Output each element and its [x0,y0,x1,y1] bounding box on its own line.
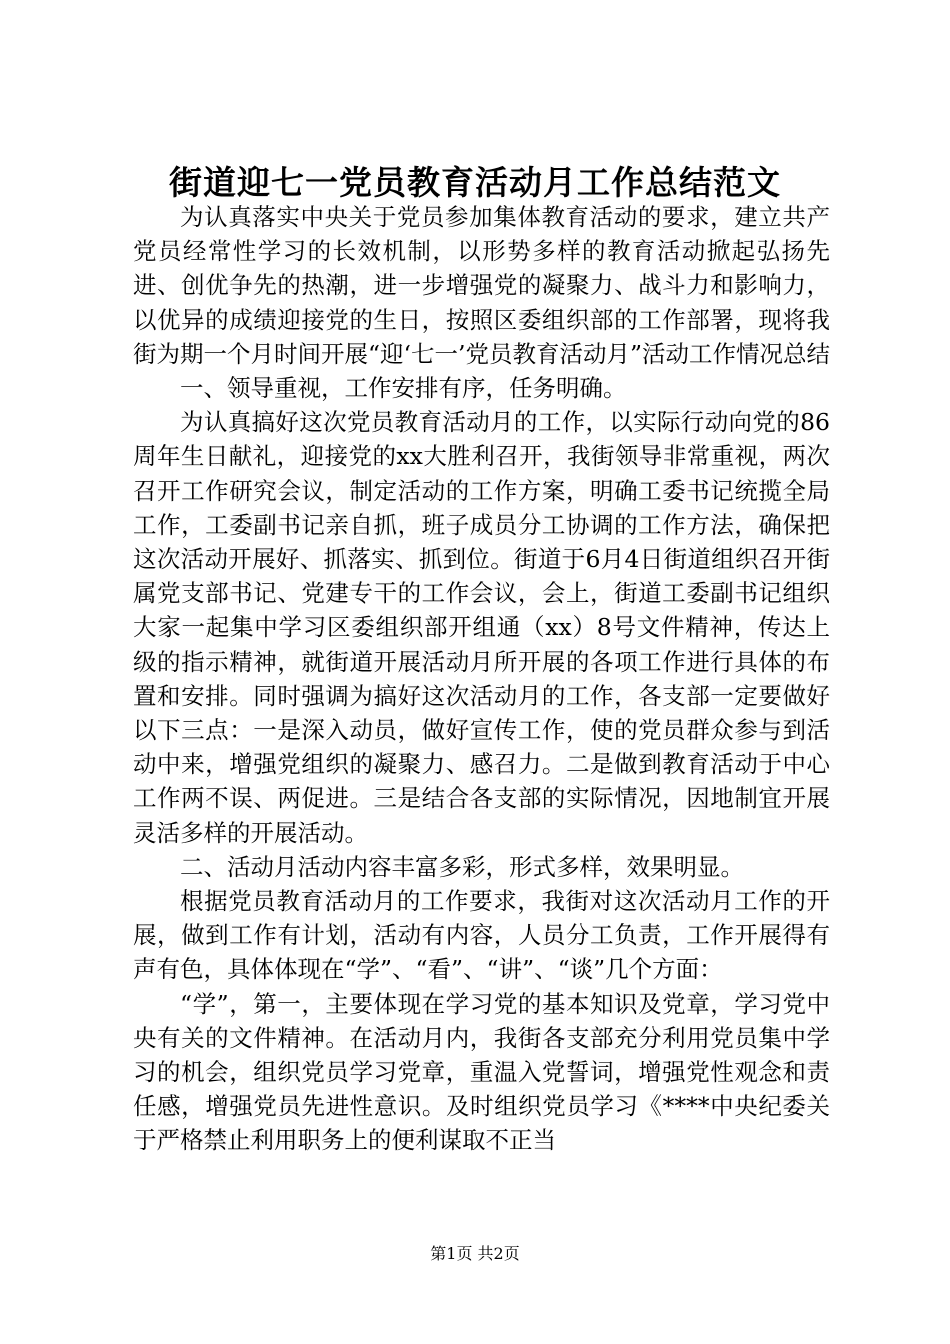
paragraph-section-2: 根据党员教育活动月的工作要求，我街对这次活动月工作的开展，做到工作有计划，活动有内容，人员分工负责，工作开展得有声有色，具体体现在“学”、“看”、“讲”、“谈”几个方面： [133,887,830,984]
page-number-footer: 第1页 共2页 [430,1244,520,1263]
document-body [133,200,830,1158]
document-title: 街道迎七一党员教育活动月工作总结范文 [169,163,781,202]
paragraph-study: “学”，第一，主要体现在学习党的基本知识及党章，学习党中央有关的文件精神。在活动月内，我街各支部充分利用党员集中学习的机会，组织党员学习党章，重温入党誓词，增强党性观念和责任感，增强党员先进性意识。及时组织党员学习《****中央纪委关于严格禁止利用职务上的便利谋取不正当 [133,989,830,1155]
section-heading-1: 一、领导重视，工作安排有序，任务明确。 [180,374,627,403]
section-heading-2: 二、活动月活动内容丰富多彩，形式多样，效果明显。 [180,852,744,881]
paragraph-intro: 为认真落实中央关于党员参加集体教育活动的要求，建立共产党员经常性学习的长效机制，以形势多样的教育活动掀起弘扬先进、创优争先的热潮，进一步增强党的凝聚力、战斗力和影响力，以优异的成绩迎接党的生日，按照区委组织部的工作部署，现将我街为期一个月时间开展“迎‘七一’党员教育活动月”活动工作情况总结 [133,203,830,368]
paragraph-section-1: 为认真搞好这次党员教育活动月的工作，以实际行动向党的86周年生日献礼，迎接党的xx大胜利召开，我街领导非常重视，两次召开工作研究会议，制定活动的工作方案，明确工委书记统揽全局工作，工委副书记亲自抓，班子成员分工协调的工作方法，确保把这次活动开展好、抓落实、抓到位。街道于6月4日街道组织召开街属党支部书记、党建专干的工作会议，会上，街道工委副书记组织大家一起集中学习区委组织部开组通（xx）8号文件精神，传达上级的指示精神，就街道开展活动月所开展的各项工作进行具体的布置和安排。同时强调为搞好这次活动月的工作，各支部一定要做好以下三点：一是深入动员，做好宣传工作，使的党员群众参与到活动中来，增强党组织的凝聚力、感召力。二是做到教育活动于中心工作两不误、两促进。三是结合各支部的实际情况，因地制宜开展灵活多样的开展活动。 [133,408,830,847]
